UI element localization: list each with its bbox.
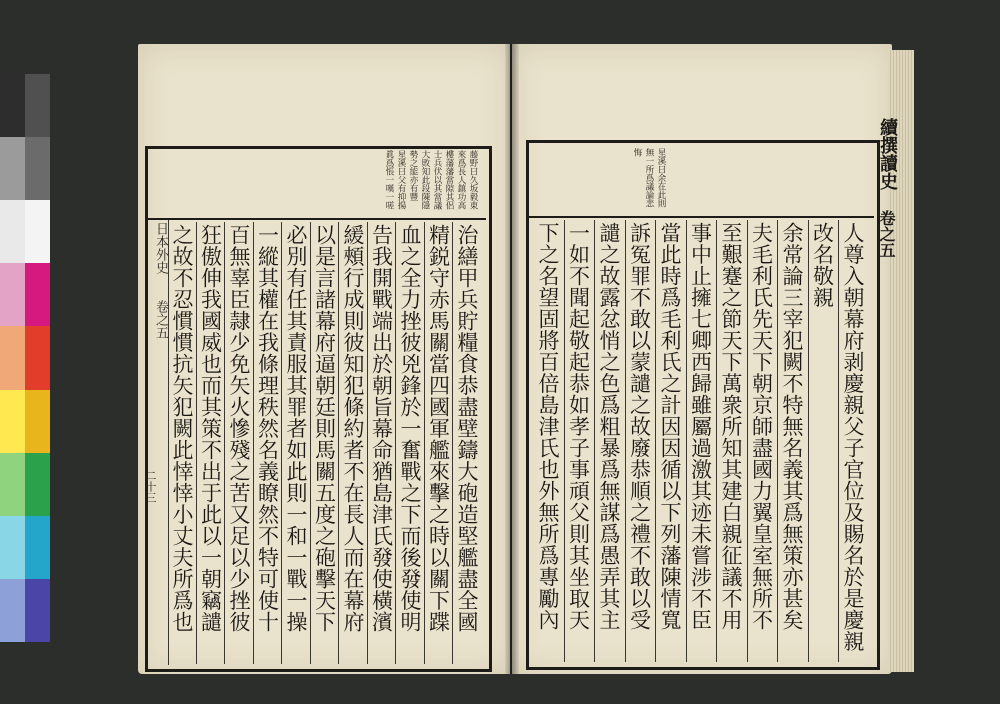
text-column: 之故不忍慣慣抗矢犯闕此悻悻小丈夫所爲也 — [170, 224, 194, 633]
text-column: 以是言諸幕府逼朝廷則馬關五度之砲擊天下 — [312, 224, 337, 633]
column-rule — [564, 220, 565, 662]
column-rule — [838, 220, 839, 662]
text-column: 一如不聞起敬起恭如孝子事頑父則其坐取天 — [566, 222, 591, 631]
text-column: 至艱蹇之節天下萬衆所知其建白親征議不用 — [719, 222, 743, 631]
column-rule — [452, 222, 453, 664]
color-swatch — [25, 137, 50, 200]
header-note: 樓藩藩當隙其侶 — [444, 150, 454, 210]
color-calibration-strip — [0, 74, 50, 642]
page-number: 二十三 — [144, 470, 157, 503]
color-swatch — [0, 200, 25, 263]
color-swatch — [0, 74, 25, 137]
text-column: 改名敬親 — [810, 222, 835, 308]
column-rule — [625, 220, 626, 662]
color-swatch — [25, 74, 50, 137]
column-rule — [594, 220, 595, 662]
color-swatch — [25, 263, 50, 326]
left-margin-volume: 卷之五 — [153, 300, 168, 339]
running-volume: 卷之五 — [877, 210, 896, 258]
text-column: 一縱其權在我條理秩然名義瞭然不特可使十 — [255, 224, 280, 633]
color-swatch — [25, 200, 50, 263]
header-note: 藤野曰久坂毅東 — [468, 150, 478, 210]
book-gutter — [505, 44, 519, 674]
header-note: 眞爲悵一嘆一嗟 — [384, 150, 394, 210]
color-swatch — [25, 516, 50, 579]
color-swatch — [0, 390, 25, 453]
column-rule — [777, 220, 778, 662]
header-note: 來爲長人鎮功高 — [456, 150, 466, 210]
running-title: 續撰讀史 — [877, 118, 898, 190]
right-header-rule — [529, 216, 874, 218]
color-swatch — [0, 516, 25, 579]
color-swatch — [0, 326, 25, 389]
text-column: 譴之故露忿悄之色爲粗暴爲無謀爲愚弄其主 — [597, 222, 621, 631]
text-column: 狂傲伸我國威也而其策不出于此以一朝竊譴 — [198, 224, 223, 633]
column-rule — [424, 222, 425, 664]
text-column: 百無辜臣隷少免矢火慘殘之苦又足以少挫彼 — [227, 224, 251, 633]
header-note: 無一所爲議論悲 — [644, 148, 654, 208]
color-swatch — [25, 579, 50, 642]
text-column: 血之全力挫彼兇鋒於一奮戰之下而後發使明 — [398, 224, 422, 633]
column-rule — [338, 222, 339, 664]
text-column: 夫毛利氏先天下朝京師盡國力翼皇室無所不 — [749, 222, 774, 631]
text-column: 訴冤罪不敢以蒙譴之故廢恭順之禮不敢以受 — [627, 222, 652, 631]
color-swatch — [25, 453, 50, 516]
column-rule — [808, 220, 809, 662]
header-note: 星溪曰父有抑揚 — [396, 150, 406, 210]
color-swatch — [25, 326, 50, 389]
column-rule — [395, 222, 396, 664]
text-column: 精鋭守赤馬關當四國軍艦來擊之時以關下蹀 — [426, 224, 451, 633]
text-column: 人尊入朝幕府剥慶親父子官位及賜名於是慶親 — [841, 222, 865, 652]
column-rule — [367, 222, 368, 664]
header-note: 星溪曰余在此則 — [656, 148, 666, 208]
column-rule — [310, 222, 311, 664]
text-column: 緩頰行成則彼知犯條約者不在長人而在幕府 — [341, 224, 365, 633]
column-rule — [686, 220, 687, 662]
color-swatch — [0, 453, 25, 516]
header-note: 勢之能亦有豐 — [408, 150, 418, 201]
left-margin-title: 日本外史 — [153, 222, 168, 274]
color-swatch — [25, 390, 50, 453]
text-column: 治繕甲兵貯糧食恭盡壁鑄大砲造堅艦盡全國 — [455, 224, 479, 633]
column-rule — [747, 220, 748, 662]
column-rule — [253, 222, 254, 664]
color-swatch — [0, 579, 25, 642]
column-rule — [196, 222, 197, 664]
text-column: 必別有任其責服其罪者如此則一和一戰一操 — [284, 224, 308, 633]
text-column: 告我開戰端出於朝旨幕命猶島津氏發使橫濱 — [369, 224, 394, 633]
text-column: 事中止擁七卿西歸雖屬過激其迹未嘗涉不臣 — [688, 222, 713, 631]
left-header-rule — [148, 218, 486, 220]
column-rule — [281, 222, 282, 664]
color-swatch — [0, 137, 25, 200]
column-rule — [655, 220, 656, 662]
header-note: 大敗知此段陳隱 — [420, 150, 430, 210]
color-swatch — [0, 263, 25, 326]
text-column: 當此時爲毛利氏之計因因循以下列藩陳情寬 — [658, 222, 682, 631]
column-rule — [716, 220, 717, 662]
text-column: 下之名望固將百倍島津氏也外無所爲專勵內 — [536, 222, 560, 631]
header-note: 悔 — [632, 148, 642, 157]
text-column: 余常論三宰犯闕不特無名義其爲無策亦甚矣 — [780, 222, 804, 631]
column-rule — [224, 222, 225, 664]
header-note: 士兵伏以其當議 — [432, 150, 442, 210]
